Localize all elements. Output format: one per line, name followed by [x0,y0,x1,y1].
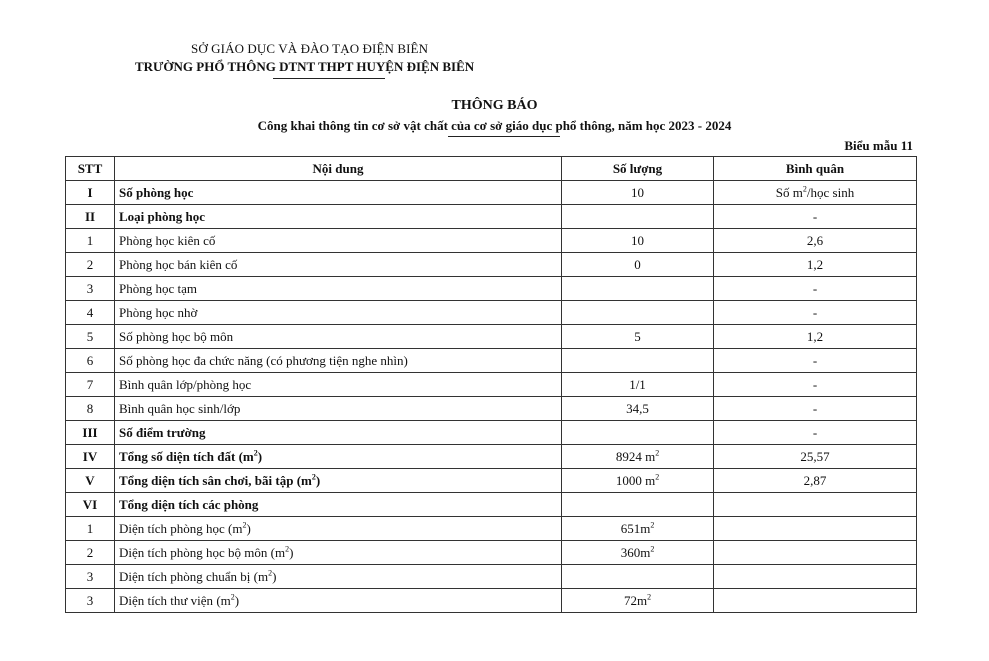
quantity-cell [562,301,714,325]
table-row [66,541,917,565]
average-value: 1,2 [806,328,824,344]
stt-value: III [82,424,98,440]
table-row [66,373,917,397]
stt-value: I [87,184,93,200]
quantity-exponent: 2 [650,520,655,530]
header-content: Nội dung [115,157,562,181]
stt-cell [66,253,115,277]
content-cell [115,589,562,613]
stt-value: V [85,472,95,488]
average-cell [714,493,917,517]
stt-cell [66,421,115,445]
table-row [66,469,917,493]
average-value: 25,57 [800,448,830,464]
header-quantity: Số lượng [562,157,714,181]
quantity-cell [562,397,714,421]
content-unit: (m [238,448,254,464]
content-text: Tổng diện tích các phòng [119,496,259,512]
table-row [66,421,917,445]
content-cell [115,397,562,421]
quantity-cell [562,445,714,469]
header-stt: STT [66,157,115,181]
stt-cell [66,181,115,205]
content-unit-close: ) [234,592,240,608]
quantity-cell [562,565,714,589]
content-text: Diện tích phòng chuẩn bị [119,568,251,584]
stt-cell [66,349,115,373]
content-cell [115,565,562,589]
average-cell [714,325,917,349]
quantity-cell [562,421,714,445]
quantity-value: 10 [631,184,644,200]
average-value: - [812,400,818,416]
content-text: Phòng học nhờ [119,304,198,320]
quantity-cell [562,277,714,301]
content-text: Phòng học kiên cố [119,232,216,248]
content-text: Bình quân lớp/phòng học [119,376,252,392]
content-unit-exponent: 2 [285,544,290,554]
quantity-value: 1/1 [629,376,646,392]
content-cell [115,421,562,445]
average-cell [714,421,917,445]
average-tail: /học sinh [806,184,855,200]
content-cell [115,325,562,349]
average-cell [714,469,917,493]
table-row [66,229,917,253]
average-value: - [812,376,818,392]
average-cell [714,397,917,421]
content-text: Tổng diện tích sân chơi, bãi tập [119,472,294,488]
content-unit-exponent: 2 [268,568,273,578]
average-value: - [812,352,818,368]
table-row [66,349,917,373]
stt-value: 5 [86,328,94,344]
stt-cell [66,565,115,589]
stt-cell [66,397,115,421]
content-cell [115,445,562,469]
stt-cell [66,469,115,493]
stt-cell [66,277,115,301]
content-cell [115,181,562,205]
quantity-cell [562,205,714,229]
content-cell [115,517,562,541]
quantity-value: 10 [631,232,644,248]
average-value: 2,87 [803,472,827,488]
content-unit-exponent: 2 [311,472,316,482]
content-text: Phòng học bán kiên cố [119,256,238,272]
average-value: - [812,424,818,440]
table-row [66,253,917,277]
stt-cell [66,205,115,229]
content-cell [115,229,562,253]
quantity-value: 651m [620,520,651,536]
average-value: - [812,280,818,296]
average-cell [714,541,917,565]
quantity-value: 0 [634,256,641,272]
content-cell [115,253,562,277]
quantity-value: 5 [634,328,641,344]
stt-cell [66,229,115,253]
quantity-cell [562,325,714,349]
table-row [66,277,917,301]
content-cell [115,541,562,565]
stt-value: 6 [86,352,94,368]
quantity-cell [562,493,714,517]
average-cell [714,301,917,325]
facilities-table [65,156,917,613]
quantity-cell [562,541,714,565]
stt-cell [66,589,115,613]
stt-cell [66,541,115,565]
stt-value: 2 [86,256,94,272]
content-cell [115,469,562,493]
average-cell [714,181,917,205]
stt-cell [66,373,115,397]
content-text: Phòng học tạm [119,280,197,296]
content-cell [115,277,562,301]
table-row [66,517,917,541]
quantity-cell [562,349,714,373]
average-cell [714,253,917,277]
average-exponent: 2 [802,184,807,194]
content-text: Diện tích phòng học bộ môn [119,544,268,560]
form-code: Biểu mẫu 11 [844,138,913,153]
stt-value: 7 [86,376,94,392]
content-unit-close: ) [257,448,263,464]
average-value: Số m [775,184,803,200]
stt-cell [66,517,115,541]
table-row [66,493,917,517]
quantity-exponent: 2 [650,544,655,554]
content-unit: (m [216,592,231,608]
school-name: TRƯỜNG PHỔ THÔNG DTNT THPT HUYỆN ĐIỆN BIÊN [135,59,475,74]
quantity-cell [562,229,714,253]
content-unit-exponent: 2 [253,448,258,458]
content-cell [115,349,562,373]
average-cell [714,565,917,589]
content-text: Bình quân học sinh/lớp [119,400,241,416]
stt-cell [66,301,115,325]
average-cell [714,277,917,301]
quantity-cell [562,373,714,397]
content-text: Diện tích thư viện [119,592,214,608]
average-value: - [812,208,818,224]
quantity-cell [562,469,714,493]
table-row [66,205,917,229]
average-cell [714,205,917,229]
average-value: 2,6 [806,232,824,248]
stt-value: 2 [86,544,94,560]
average-cell [714,517,917,541]
notice-title: THÔNG BÁO [451,98,538,113]
stt-value: 3 [86,280,94,296]
stt-value: II [84,208,96,224]
quantity-exponent: 2 [655,448,660,458]
quantity-exponent: 2 [655,472,660,482]
content-text: Số điểm trường [119,424,206,440]
content-text: Loại phòng học [119,208,205,224]
average-value: 1,2 [806,256,824,272]
table-body [66,181,917,613]
quantity-value: 8924 m [615,448,656,464]
quantity-cell [562,253,714,277]
table-row [66,181,917,205]
content-cell [115,373,562,397]
average-value: - [812,304,818,320]
stt-cell [66,493,115,517]
content-unit-exponent: 2 [242,520,247,530]
stt-value: VI [82,496,98,512]
header-underline [273,78,385,79]
content-text: Tổng số diện tích đất [119,448,236,464]
quantity-value: 72m [623,592,648,608]
table-header-row [66,157,917,181]
quantity-cell [562,517,714,541]
content-unit: (m [270,544,286,560]
table-row [66,589,917,613]
content-text: Diện tích phòng học [119,520,225,536]
average-cell [714,445,917,469]
content-unit: (m [228,520,243,536]
content-text: Số phòng học bộ môn [119,328,234,344]
stt-value: 1 [86,232,94,248]
table-row [66,301,917,325]
subtitle-underline [448,136,560,137]
quantity-cell [562,181,714,205]
content-cell [115,301,562,325]
content-unit-close: ) [315,472,321,488]
content-unit-exponent: 2 [230,592,235,602]
quantity-value: 1000 m [615,472,656,488]
content-unit: (m [253,568,269,584]
content-unit-close: ) [289,544,294,560]
content-unit: (m [296,472,312,488]
content-text: Số phòng học [119,184,194,200]
stt-value: 8 [86,400,94,416]
stt-value: 3 [86,568,94,584]
quantity-value: 34,5 [626,400,649,416]
stt-value: IV [82,448,98,464]
content-cell [115,205,562,229]
average-cell [714,589,917,613]
header-average: Bình quân [714,157,917,181]
table-row [66,565,917,589]
content-unit-close: ) [246,520,251,536]
stt-value: 4 [86,304,94,320]
stt-value: 3 [86,592,94,608]
quantity-value: 360m [620,544,651,560]
average-cell [714,349,917,373]
department-name: SỞ GIÁO DỤC VÀ ĐÀO TẠO ĐIỆN BIÊN [191,41,429,56]
content-text: Số phòng học đa chức năng (có phương tiện nghe nhìn) [119,352,408,368]
stt-cell [66,445,115,469]
notice-subtitle: Công khai thông tin cơ sở vật chất của cơ sở giáo dục phổ thông, năm học 2023 - 2024 [257,118,732,133]
quantity-exponent: 2 [647,592,652,602]
stt-cell [66,325,115,349]
average-cell [714,373,917,397]
content-cell [115,493,562,517]
table-row [66,445,917,469]
quantity-cell [562,589,714,613]
table-row [66,325,917,349]
stt-value: 1 [86,520,94,536]
average-cell [714,229,917,253]
table-row [66,397,917,421]
content-unit-close: ) [272,568,277,584]
